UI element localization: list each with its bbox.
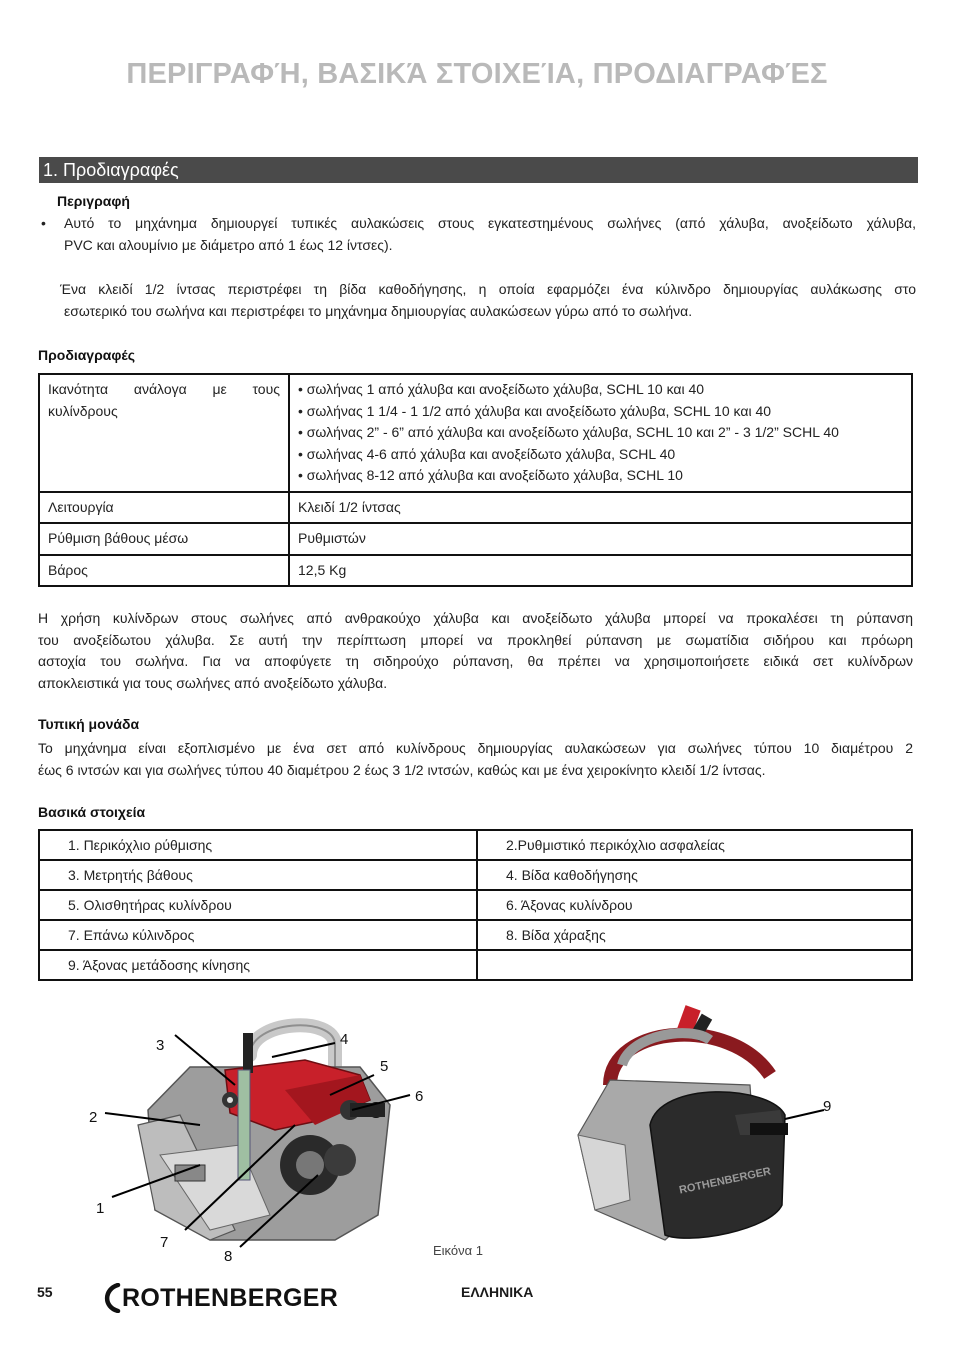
table-row xyxy=(39,830,912,860)
element-cell: 1. Περικόχλιο ρύθμισης xyxy=(39,830,477,860)
callout-4: 4 xyxy=(340,1031,349,1048)
spec-label: Ικανότητα ανάλογα με τους κυλίνδρους xyxy=(39,374,289,492)
typical-unit-heading: Τυπική μονάδα xyxy=(38,716,140,732)
callout-3: 3 xyxy=(156,1037,165,1054)
element-cell: 5. Ολισθητήρας κυλίνδρου xyxy=(39,890,477,920)
groover-rear-illustration xyxy=(570,995,830,1250)
table-row xyxy=(39,890,912,920)
spec-label: Λειτουργία xyxy=(39,492,289,524)
brand-logo xyxy=(100,1283,338,1313)
section-heading: 1. Προδιαγραφές xyxy=(39,157,918,183)
spec-value: Ρυθμιστών xyxy=(289,523,912,555)
spec-value: Κλειδί 1/2 ίντσας xyxy=(289,492,912,524)
callout-2: 2 xyxy=(89,1109,98,1126)
table-row xyxy=(39,860,912,890)
element-cell: 2.Ρυθμιστικό περικόχλιο ασφαλείας xyxy=(477,830,912,860)
spec-value: • σωλήνας 1 από χάλυβα και ανοξείδωτο χάλυβα, SCHL 10 και 40 • σωλήνας 1 1/4 - 1 1/2 από χάλυβα και ανοξείδωτο χάλυβα, SCHL 10 και 40 • σωλήνας 2” - 6” από χάλυβα και ανοξείδωτο χάλυβα, SCHL 10 και 2” - 3 1/2” SCHL 40 • σωλήνας 4-6 από χάλυβα και ανοξείδωτο χάλυβα, SCHL 40 • σωλήνας 8-12 από χάλυβα και ανοξείδωτο χάλυβα, SCHL 10 xyxy=(289,374,912,492)
element-cell: 7. Επάνω κύλινδρος xyxy=(39,920,477,950)
table-row xyxy=(39,374,912,492)
callout-1: 1 xyxy=(96,1200,105,1217)
element-cell: 4. Βίδα καθοδήγησης xyxy=(477,860,912,890)
description-heading: Περιγραφή xyxy=(57,193,130,209)
basic-elements-heading: Βασικά στοιχεία xyxy=(38,804,146,820)
table-row xyxy=(39,555,912,587)
table-row xyxy=(39,523,912,555)
brand-swoosh-icon xyxy=(100,1283,122,1313)
table-row xyxy=(39,920,912,950)
callout-6: 6 xyxy=(415,1088,424,1105)
basic-elements-table xyxy=(38,829,913,981)
callout-5: 5 xyxy=(380,1058,389,1075)
typical-unit-text: Το μηχάνημα είναι εξοπλισμένο με ένα σετ από κυλίνδρους δημιουργίας αυλακώσεων για σωλήνες τύπου 10 διαμέτρου 2 έως 6 ιντσών και για σωλήνες τύπου 40 διαμέτρου 2 έως 3 1/2 ιντσών, καθώς και με ένα χειροκίνητο κλειδί 1/2 ίντσας. xyxy=(38,740,913,778)
groover-front-illustration xyxy=(60,1015,470,1265)
brand-name: ROTHENBERGER xyxy=(122,1283,339,1312)
element-cell: 3. Μετρητής βάθους xyxy=(39,860,477,890)
contamination-note: Η χρήση κυλίνδρων στους σωλήνες από ανθρακούχο χάλυβα και ανοξείδωτο χάλυβα μπορεί να προκαλέσει τη ρύπανση του ανοξείδωτου χάλυβα. Σε αυτή την περίπτωση μπορεί να προκληθεί ρύπανση με σωματίδια σιδήρου και πρόωρη αστοχία του σωλήνα. Για να αποφύγετε τη σιδηρούχο ρύπανση, θα πρέπει να χρησιμοποιήσετε ειδικά σετ κυλίνδρων αποκλειστικά για τους σωλήνες από ανοξείδωτο χάλυβα. xyxy=(38,610,913,691)
element-cell xyxy=(477,950,912,980)
spec-label: Ρύθμιση βάθους μέσω xyxy=(39,523,289,555)
spec-value: 12,5 Kg xyxy=(289,555,912,587)
specifications-table xyxy=(38,373,913,587)
figure-caption: Εικόνα 1 xyxy=(433,1243,483,1258)
spec-label: Βάρος xyxy=(39,555,289,587)
callout-7: 7 xyxy=(160,1234,169,1251)
housing-brand-text: ROTHENBERGER xyxy=(678,1165,773,1197)
callout-8: 8 xyxy=(224,1248,233,1265)
description-paragraph-2: Ένα κλειδί 1/2 ίντσας περιστρέφει τη βίδα καθοδήγησης, η οποία εφαρμόζει ένα κύλινδρο δημιουργίας αυλάκωσης στο εσωτερικό του σωλήνα και περιστρέφει το μηχάνημα δημιουργίας αυλακώσεων γύρω από το σωλήνα. xyxy=(60,281,916,319)
table-row xyxy=(39,950,912,980)
page-title: ΠΕΡΙΓΡΑΦΉ, ΒΑΣΙΚΆ ΣΤΟΙΧΕΊΑ, ΠΡΟΔΙΑΓΡΑΦΈΣ xyxy=(126,58,828,90)
callout-9: 9 xyxy=(823,1098,832,1115)
table-row xyxy=(39,492,912,524)
element-cell: 9. Άξονας μετάδοσης κίνησης xyxy=(39,950,477,980)
bullet: • xyxy=(41,215,46,231)
element-cell: 6. Άξονας κυλίνδρου xyxy=(477,890,912,920)
specifications-heading: Προδιαγραφές xyxy=(38,347,135,363)
language-label: ΕΛΛΗΝΙΚΑ xyxy=(461,1284,534,1300)
page-number: 55 xyxy=(37,1284,53,1300)
description-paragraph-1: Αυτό το μηχάνημα δημιουργεί τυπικές αυλακώσεις στους εγκατεστημένους σωλήνες (από χάλυβα, ανοξείδωτο χάλυβα, PVC και αλουμίνιο με διάμετρο από 1 έως 12 ίντσες). xyxy=(64,215,916,253)
element-cell: 8. Βίδα χάραξης xyxy=(477,920,912,950)
